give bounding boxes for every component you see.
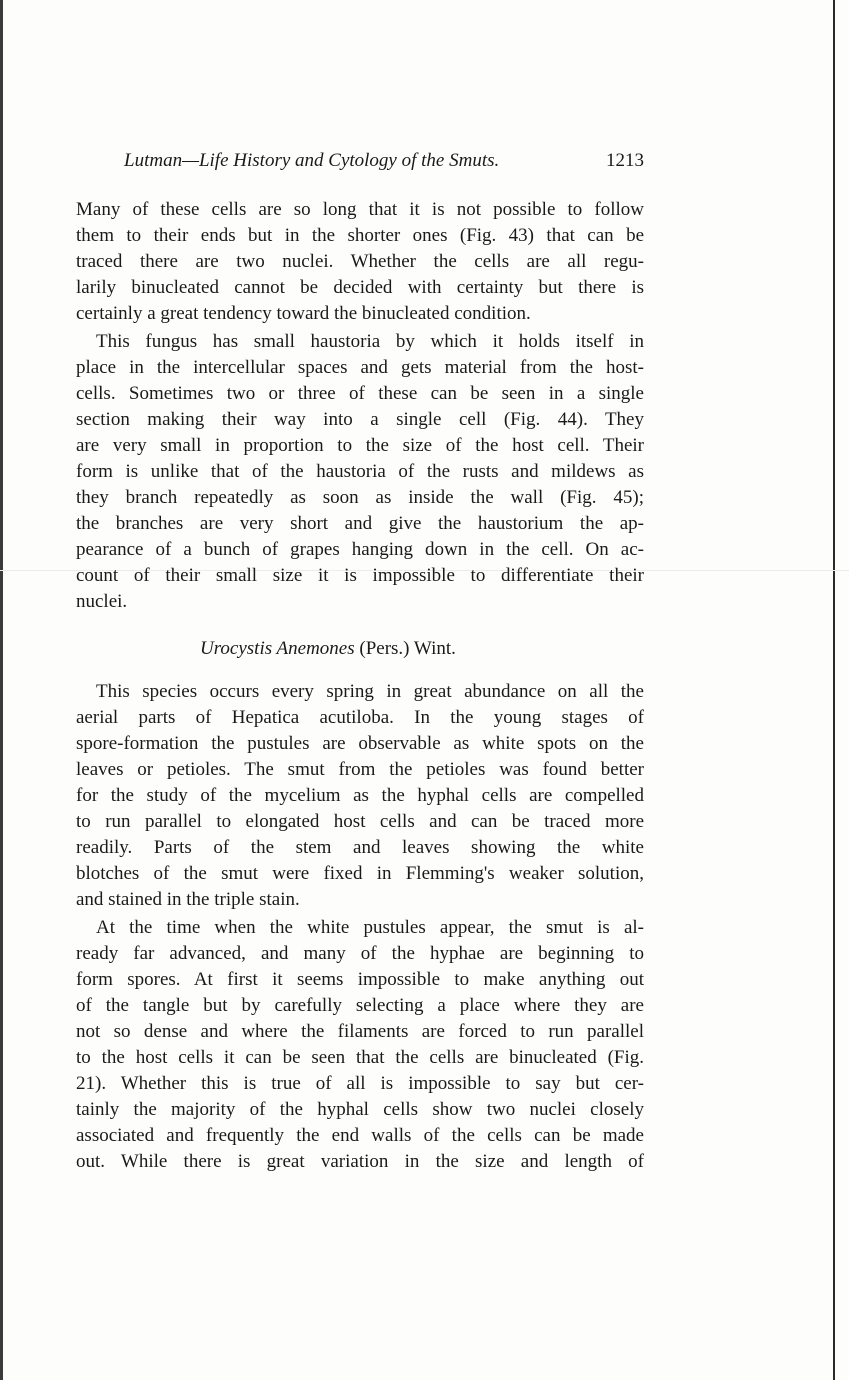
text-line: count of their small size it is impossible to differentiate their xyxy=(76,565,644,586)
text-line: to the host cells it can be seen that the cells are binucleated (Fig. xyxy=(76,1047,644,1068)
text-line: place in the intercellular spaces and gets material from the host- xyxy=(76,357,644,378)
text-line: associated and frequently the end walls of the cells can be made xyxy=(76,1125,644,1146)
text-line: ready far advanced, and many of the hyphae are beginning to xyxy=(76,943,644,964)
text-line: them to their ends but in the shorter ones (Fig. 43) that can be xyxy=(76,225,644,246)
text-line: leaves or petioles. The smut from the petioles was found better xyxy=(76,759,644,780)
species-name: Urocystis Anemones xyxy=(200,638,355,659)
text-line: Many of these cells are so long that it is not possible to follow xyxy=(76,199,644,220)
text-line: At the time when the white pustules appear, the smut is al- xyxy=(96,917,644,938)
text-line: cells. Sometimes two or three of these can be seen in a single xyxy=(76,383,644,404)
text-line: the branches are very short and give the haustorium the ap- xyxy=(76,513,644,534)
text-line: pearance of a bunch of grapes hanging down in the cell. On ac- xyxy=(76,539,644,560)
text-line: they branch repeatedly as soon as inside the wall (Fig. 45); xyxy=(76,487,644,508)
text-line: certainly a great tendency toward the binucleated condition. xyxy=(76,303,531,324)
text-line: form is unlike that of the haustoria of the rusts and mildews as xyxy=(76,461,644,482)
page-left-edge xyxy=(0,0,3,1380)
text-line: larily binucleated cannot be decided with certainty but there is xyxy=(76,277,644,298)
text-line: for the study of the mycelium as the hyphal cells are compelled xyxy=(76,785,644,806)
text-line: readily. Parts of the stem and leaves showing the white xyxy=(76,837,644,858)
text-line: form spores. At first it seems impossible to make anything out xyxy=(76,969,644,990)
text-line: tainly the majority of the hyphal cells show two nuclei closely xyxy=(76,1099,644,1120)
text-line: not so dense and where the filaments are forced to run parallel xyxy=(76,1021,644,1042)
text-line: nuclei. xyxy=(76,591,128,612)
text-line: spore-formation the pustules are observable as white spots on the xyxy=(76,733,644,754)
species-authority: (Pers.) Wint. xyxy=(359,638,456,659)
text-line: are very small in proportion to the size of the host cell. Their xyxy=(76,435,644,456)
section-heading xyxy=(200,635,456,663)
text-line: to run parallel to elongated host cells and can be traced more xyxy=(76,811,644,832)
text-line: blotches of the smut were fixed in Flemming's weaker solution, xyxy=(76,863,644,884)
page-number: 1213 xyxy=(606,150,644,171)
running-header xyxy=(76,146,644,176)
text-line: This fungus has small haustoria by which it holds itself in xyxy=(96,331,644,352)
page-right-edge xyxy=(833,0,835,1380)
text-line: 21). Whether this is true of all is impossible to say but cer- xyxy=(76,1073,644,1094)
text-line: section making their way into a single cell (Fig. 44). They xyxy=(76,409,644,430)
text-line: of the tangle but by carefully selecting a place where they are xyxy=(76,995,644,1016)
text-line: out. While there is great variation in the size and length of xyxy=(76,1151,644,1172)
text-line: traced there are two nuclei. Whether the cells are all regu- xyxy=(76,251,644,272)
running-title: Lutman—Life History and Cytology of the Smuts. xyxy=(124,150,500,171)
text-line: This species occurs every spring in great abundance on all the xyxy=(96,681,644,702)
text-line: aerial parts of Hepatica acutiloba. In the young stages of xyxy=(76,707,644,728)
text-line: and stained in the triple stain. xyxy=(76,889,300,910)
